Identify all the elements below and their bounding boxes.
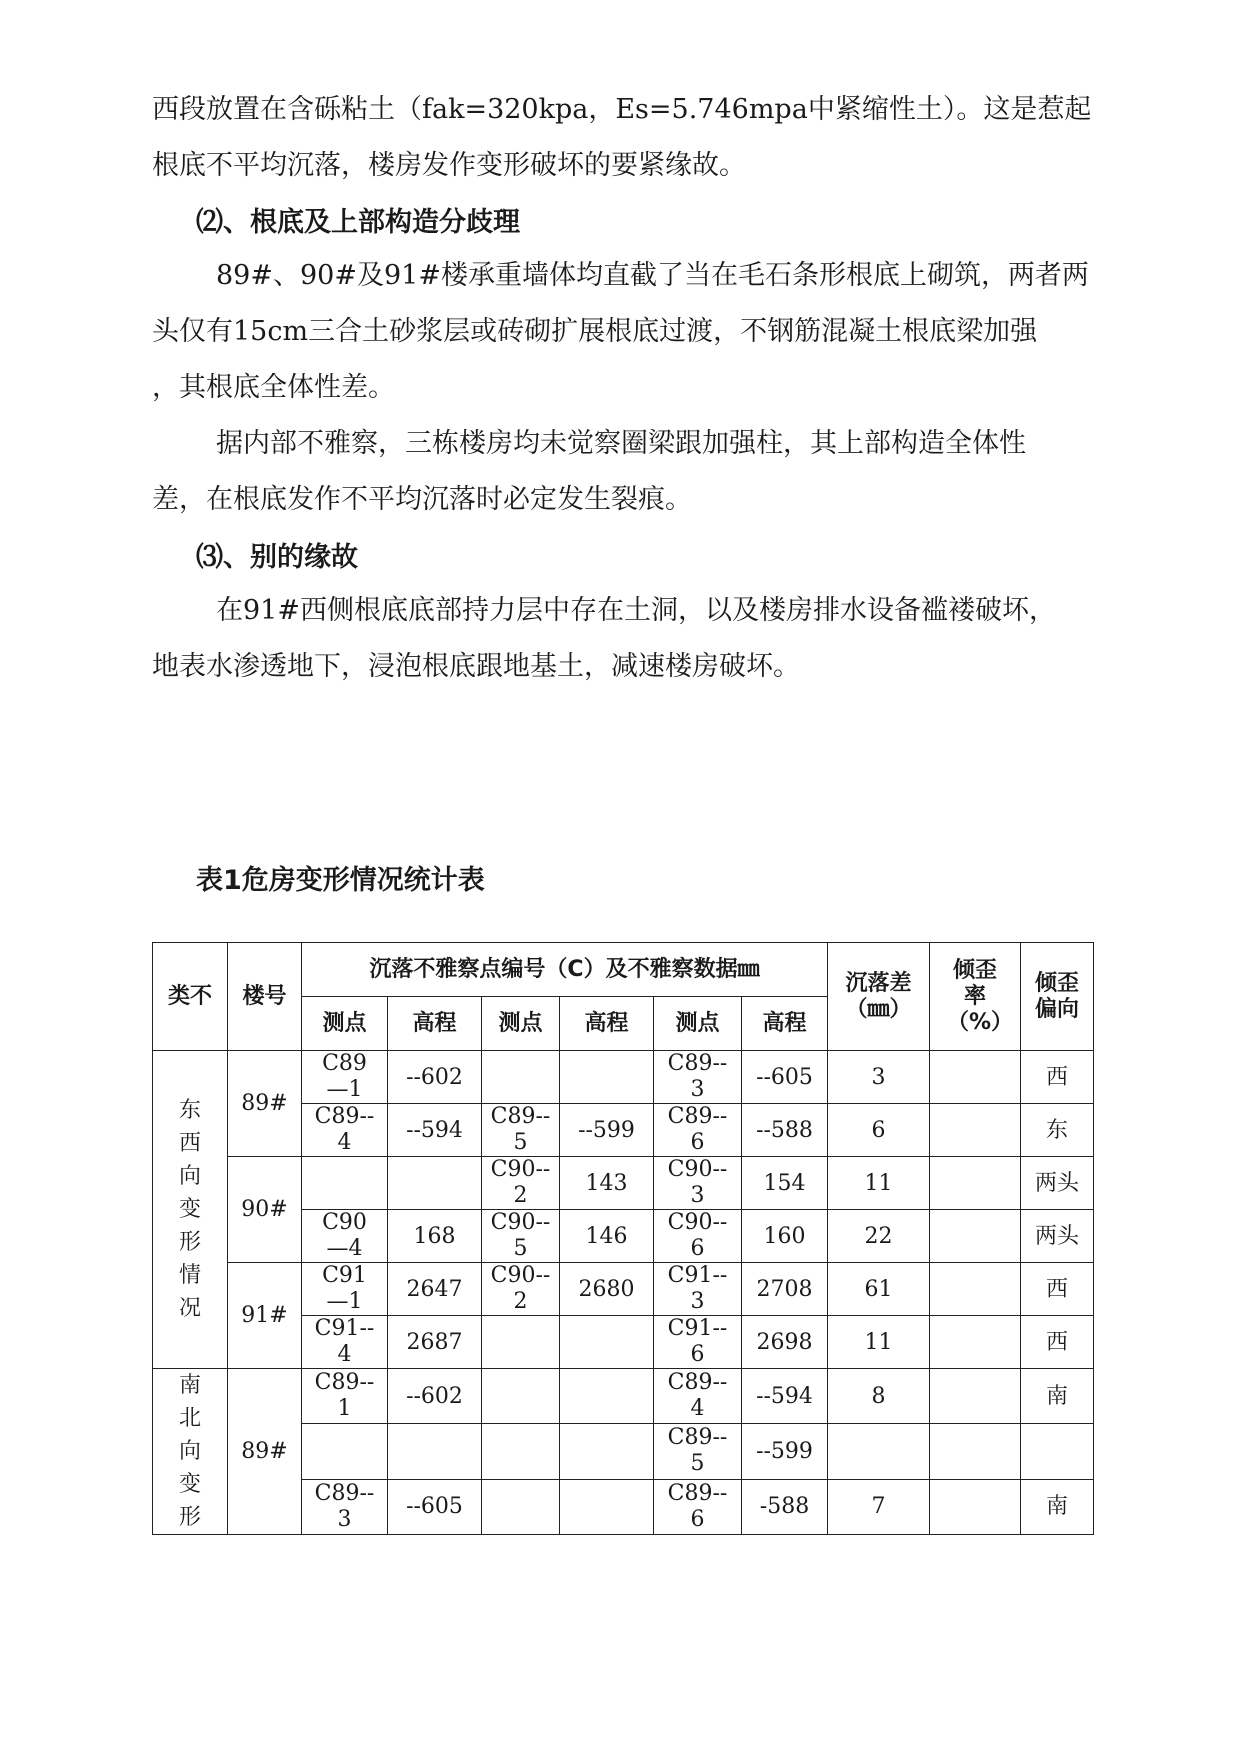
- text-line: ，其根底全体性差。: [152, 372, 395, 403]
- tilt-rate-cell: [930, 1479, 1021, 1534]
- point-code: C89--3: [314, 1480, 375, 1532]
- elevation-1-cell: --605: [388, 1479, 482, 1534]
- table-row: [153, 1263, 1094, 1316]
- header-observation-group: 沉落不雅察点编号（C）及不雅察数据㎜: [302, 943, 828, 997]
- point-code: C91--6: [667, 1316, 728, 1367]
- point-3-cell: [654, 1104, 742, 1157]
- header-category: 类不: [153, 943, 228, 1051]
- point-3-cell: [654, 1157, 742, 1210]
- settlement-diff-cell: 6: [828, 1104, 930, 1157]
- elevation-2-cell: [560, 1051, 654, 1104]
- point-code: C89--6: [667, 1104, 728, 1155]
- point-2-cell: [482, 1157, 560, 1210]
- elevation-3-cell: 2698: [742, 1316, 828, 1369]
- elevation-1-cell: --602: [388, 1051, 482, 1104]
- table-title: 表1危房变形情况统计表: [196, 865, 485, 896]
- elevation-3-cell: --588: [742, 1104, 828, 1157]
- elevation-2-cell: [560, 1479, 654, 1534]
- point-code: C90--2: [490, 1157, 551, 1208]
- section-heading-3: ⑶、别的缘故: [196, 542, 358, 573]
- section-heading-2: ⑵、根底及上部构造分歧理: [196, 207, 520, 238]
- point-code: C89--4: [667, 1370, 728, 1422]
- elevation-3-cell: --599: [742, 1424, 828, 1479]
- elevation-1-cell: --602: [388, 1369, 482, 1424]
- table-body: [153, 1051, 1094, 1535]
- point-1-cell: [302, 1263, 388, 1316]
- category-cell: [153, 1369, 228, 1535]
- settlement-diff-cell: 11: [828, 1157, 930, 1210]
- text-line: 地表水渗透地下，浸泡根底跟地基土，减速楼房破坏。: [152, 651, 800, 682]
- table-row: [153, 1369, 1094, 1424]
- elevation-1-cell: 2687: [388, 1316, 482, 1369]
- header-point: 测点: [482, 997, 560, 1051]
- point-code: C89--3: [667, 1051, 728, 1102]
- settlement-diff-cell: 3: [828, 1051, 930, 1104]
- point-code: C90--5: [490, 1210, 551, 1261]
- point-1-cell: [302, 1104, 388, 1157]
- point-code: C91—1: [322, 1263, 367, 1314]
- elevation-1-cell: 168: [388, 1210, 482, 1263]
- elevation-3-cell: 160: [742, 1210, 828, 1263]
- elevation-3-cell: 2708: [742, 1263, 828, 1316]
- elevation-3-cell: --594: [742, 1369, 828, 1424]
- tilt-direction-cell: 南: [1021, 1479, 1094, 1534]
- header-elevation: 高程: [742, 997, 828, 1051]
- header-tilt-direction-text: 倾歪偏向: [1034, 970, 1079, 1022]
- tilt-direction-cell: 西: [1021, 1316, 1094, 1369]
- tilt-direction-cell: 西: [1021, 1051, 1094, 1104]
- settlement-diff-cell: 7: [828, 1479, 930, 1534]
- point-3-cell: [654, 1051, 742, 1104]
- tilt-direction-cell: [1021, 1424, 1094, 1479]
- elevation-2-cell: 143: [560, 1157, 654, 1210]
- point-1-cell: [302, 1051, 388, 1104]
- point-3-cell: [654, 1263, 742, 1316]
- tilt-direction-cell: 两头: [1021, 1157, 1094, 1210]
- point-code: C89--6: [667, 1480, 728, 1532]
- point-1-cell: [302, 1210, 388, 1263]
- elevation-2-cell: 2680: [560, 1263, 654, 1316]
- point-code: C90--2: [490, 1263, 551, 1314]
- settlement-diff-cell: [828, 1424, 930, 1479]
- tilt-direction-cell: 南: [1021, 1369, 1094, 1424]
- header-settlement-diff-text: 沉落差（㎜）: [845, 970, 912, 1022]
- point-code: C90--3: [667, 1157, 728, 1208]
- point-code: C91--3: [667, 1263, 728, 1314]
- point-1-cell: [302, 1479, 388, 1534]
- tilt-rate-cell: [930, 1210, 1021, 1263]
- tilt-rate-cell: [930, 1157, 1021, 1210]
- point-1-cell: [302, 1369, 388, 1424]
- header-tilt-direction: [1021, 943, 1094, 1051]
- text-line: 据内部不雅察，三栋楼房均未觉察圈梁跟加强柱，其上部构造全体性: [216, 428, 1026, 459]
- tilt-rate-cell: [930, 1316, 1021, 1369]
- deformation-stats-table: [152, 942, 1094, 1535]
- tilt-direction-cell: 两头: [1021, 1210, 1094, 1263]
- tilt-rate-cell: [930, 1424, 1021, 1479]
- elevation-2-cell: 146: [560, 1210, 654, 1263]
- header-elevation: 高程: [560, 997, 654, 1051]
- header-building: 楼号: [228, 943, 302, 1051]
- point-2-cell: [482, 1479, 560, 1534]
- header-point: 测点: [302, 997, 388, 1051]
- tilt-direction-cell: 西: [1021, 1263, 1094, 1316]
- settlement-diff-cell: 22: [828, 1210, 930, 1263]
- point-1-cell: [302, 1157, 388, 1210]
- paragraph-4: [152, 583, 1102, 695]
- text-line: 头仅有15cm三合土砂浆层或砖砌扩展根底过渡，不钢筋混凝土根底梁加强: [152, 316, 1038, 347]
- tilt-rate-cell: [930, 1369, 1021, 1424]
- point-2-cell: [482, 1104, 560, 1157]
- category-cell: [153, 1051, 228, 1369]
- point-3-cell: [654, 1424, 742, 1479]
- tilt-direction-cell: 东: [1021, 1104, 1094, 1157]
- building-cell: 89#: [228, 1051, 302, 1157]
- point-1-cell: [302, 1424, 388, 1479]
- header-point: 测点: [654, 997, 742, 1051]
- elevation-1-cell: [388, 1424, 482, 1479]
- point-1-cell: [302, 1316, 388, 1369]
- elevation-2-cell: --599: [560, 1104, 654, 1157]
- elevation-3-cell: 154: [742, 1157, 828, 1210]
- category-label: 南北向变形: [178, 1373, 201, 1530]
- point-code: C89--4: [314, 1104, 375, 1155]
- point-code: C89--5: [490, 1104, 551, 1155]
- settlement-diff-cell: 8: [828, 1369, 930, 1424]
- elevation-3-cell: -588: [742, 1479, 828, 1534]
- point-2-cell: [482, 1316, 560, 1369]
- elevation-1-cell: --594: [388, 1104, 482, 1157]
- point-code: C91--4: [314, 1316, 375, 1367]
- tilt-rate-cell: [930, 1263, 1021, 1316]
- point-3-cell: [654, 1369, 742, 1424]
- header-elevation: 高程: [388, 997, 482, 1051]
- table-row: [153, 1051, 1094, 1104]
- tilt-rate-cell: [930, 1104, 1021, 1157]
- point-code: C90--6: [667, 1210, 728, 1261]
- point-2-cell: [482, 1051, 560, 1104]
- point-2-cell: [482, 1263, 560, 1316]
- elevation-1-cell: 2647: [388, 1263, 482, 1316]
- elevation-3-cell: --605: [742, 1051, 828, 1104]
- paragraph-3: [152, 416, 1102, 528]
- point-code: C89—1: [322, 1051, 367, 1102]
- point-3-cell: [654, 1316, 742, 1369]
- building-cell: 89#: [228, 1369, 302, 1535]
- paragraph-2: [152, 248, 1102, 416]
- settlement-diff-cell: 11: [828, 1316, 930, 1369]
- point-3-cell: [654, 1210, 742, 1263]
- elevation-2-cell: [560, 1369, 654, 1424]
- header-tilt-rate: [930, 943, 1021, 1051]
- header-settlement-diff: [828, 943, 930, 1051]
- category-label: 东西向变形情况: [178, 1098, 201, 1321]
- elevation-2-cell: [560, 1316, 654, 1369]
- point-code: C90—4: [322, 1210, 367, 1261]
- point-3-cell: [654, 1479, 742, 1534]
- text-line: 根底不平均沉落，楼房发作变形破坏的要紧缘故。: [152, 150, 746, 181]
- building-cell: 91#: [228, 1263, 302, 1369]
- elevation-1-cell: [388, 1157, 482, 1210]
- table-row: [153, 1157, 1094, 1210]
- point-2-cell: [482, 1369, 560, 1424]
- point-2-cell: [482, 1424, 560, 1479]
- settlement-diff-cell: 61: [828, 1263, 930, 1316]
- elevation-2-cell: [560, 1424, 654, 1479]
- point-code: C89--1: [314, 1370, 375, 1422]
- building-cell: 90#: [228, 1157, 302, 1263]
- header-tilt-rate-text: 倾歪率（%）: [947, 957, 1014, 1035]
- text-line: 西段放置在含砾粘土（fak=320kpa，Es=5.746mpa中紧缩性土）。这是惹起: [152, 94, 1092, 125]
- point-2-cell: [482, 1210, 560, 1263]
- text-line: 差，在根底发作不平均沉落时必定发生裂痕。: [152, 484, 692, 515]
- point-code: C89--5: [667, 1425, 728, 1477]
- text-line: 在91#西侧根底底部持力层中存在土洞，以及楼房排水设备褴褛破坏，: [216, 595, 1056, 626]
- paragraph-1: [152, 82, 1102, 194]
- tilt-rate-cell: [930, 1051, 1021, 1104]
- text-line: 89#、90#及91#楼承重墙体均直截了当在毛石条形根底上砌筑，两者两: [216, 260, 1089, 291]
